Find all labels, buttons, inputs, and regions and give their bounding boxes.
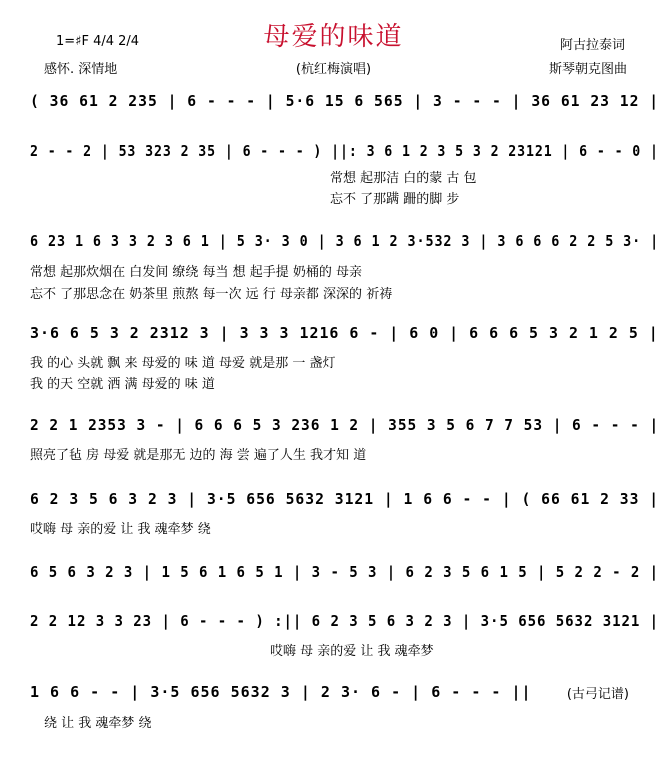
lyric-row-9: 绕 让 我 魂牵梦 绕 [44, 716, 152, 731]
lyric-row-3-verse-2: 忘不 了那思念在 奶茶里 煎熬 每一次 远 行 母亲都 深深的 祈祷 [30, 287, 393, 302]
tempo-mood: 感怀. 深情地 [44, 62, 118, 77]
lyric-row-4-verse-2: 我 的天 空就 洒 满 母爱的 味 道 [30, 377, 215, 392]
score-row-6: 6 2 3 5 6 3 2 3 | 3·5 656 5632 3121 | 1 6 6 - - | ( 66 61 2 33 | [30, 490, 660, 508]
transcriber-note: (古弓记谱) [566, 687, 629, 702]
lyric-row-6: 哎嗨 母 亲的爱 让 我 魂牵梦 绕 [30, 522, 211, 537]
score-row-4: 3·6 6 5 3 2 2312 3 | 3 3 3 1216 6 - | 6 0 | 6 6 6 5 3 2 1 2 5 | [30, 324, 659, 342]
lyric-row-3-verse-1: 常想 起那炊烟在 白发间 缭绕 每当 想 起手提 奶桶的 母亲 [30, 265, 363, 280]
score-row-3: 6 23 1 6 3 3 2 3 6 1 | 5 3· 3 0 | 3 6 1 2 3·532 3 | 3 6 6 6 2 2 5 3· | [30, 232, 660, 250]
score-row-7: 6 5 6 3 2 3 | 1 5 6 1 6 5 1 | 3 - 5 3 | 6 2 3 5 6 1 5 | 5 2 2 - 2 | [30, 563, 660, 581]
page-title: 母爱的味道 [263, 22, 404, 52]
lyric-row-8: 哎嗨 母 亲的爱 让 我 魂牵梦 [270, 644, 434, 659]
score-row-5: 2 2 1 2353 3 - | 6 6 6 5 3 236 1 2 | 355 3 5 6 7 7 53 | 6 - - - | [30, 416, 660, 434]
composer: 斯琴朝克图曲 [548, 62, 627, 77]
lyric-row-2-verse-1: 常想 起那洁 白的蒙 古 包 [330, 171, 477, 186]
lyric-row-5: 照亮了毡 房 母爱 就是那无 边的 海 尝 遍了人生 我才知 道 [30, 448, 367, 463]
score-row-1: ( 36 61 2 235 | 6 - - - | 5·6 15 6 565 | 3 - - - | 36 61 23 12 | [30, 92, 660, 110]
lyric-row-2-verse-2: 忘不 了那蹒 跚的脚 步 [330, 192, 460, 207]
lyric-row-4-verse-1: 我 的心 头就 飘 来 母爱的 味 道 母爱 就是那 一 盏灯 [30, 356, 336, 371]
singer: (杭红梅演唱) [295, 62, 372, 77]
score-row-2: 2 - - 2 | 53 323 2 35 | 6 - - - ) ||: 3 6 1 2 3 5 3 2 23121 | 6 - - 0 | [30, 142, 659, 160]
score-row-9: 1 6 6 - - | 3·5 656 5632 3 | 2 3· 6 - | 6 - - - || [30, 683, 532, 701]
key-signature: 1=♯F 4/4 2/4 [56, 34, 140, 49]
lyricist: 阿古拉泰词 [559, 38, 625, 53]
score-row-8: 2 2 12 3 3 23 | 6 - - - ) :|| 6 2 3 5 6 3 2 3 | 3·5 656 5632 3121 | [30, 612, 660, 630]
